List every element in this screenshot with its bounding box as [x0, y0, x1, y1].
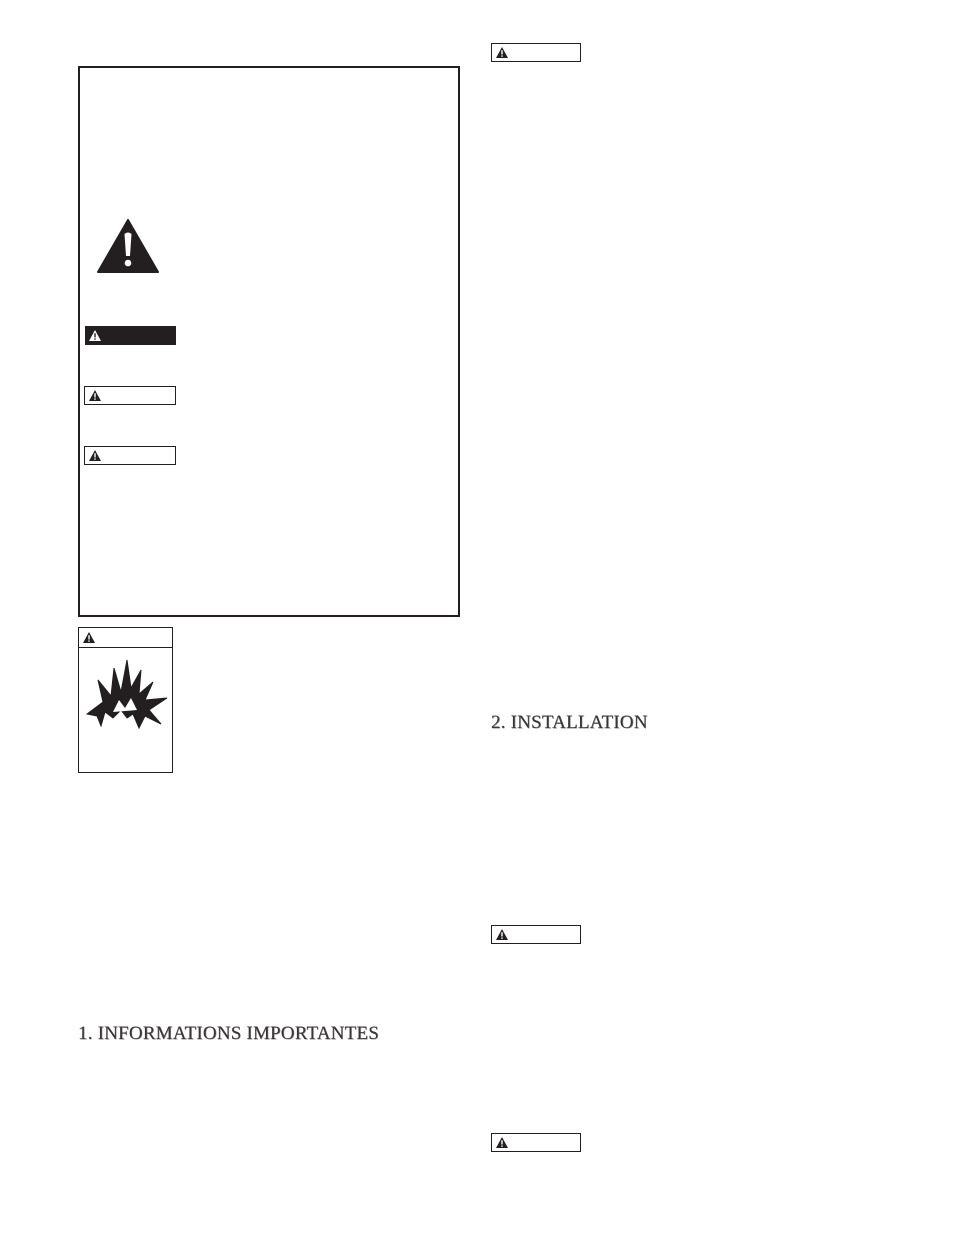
explosion-hazard-warning [78, 627, 173, 773]
signal-word-tag-danger [85, 326, 176, 345]
safety-alert-box [78, 66, 460, 617]
explosion-hazard-icon [83, 658, 169, 730]
warning-triangle-icon [83, 632, 95, 643]
warning-tag-installation-1 [491, 925, 581, 944]
explosion-warning-header [79, 628, 172, 648]
warning-tag-top-right [491, 43, 581, 62]
warning-tag-installation-2 [491, 1133, 581, 1152]
large-safety-alert-triangle-icon [97, 219, 159, 273]
signal-word-tag-caution [84, 446, 176, 465]
warning-triangle-icon [89, 330, 101, 341]
section-heading-important-information: 1. INFORMATIONS IMPORTANTES [78, 1023, 379, 1044]
warning-triangle-icon [496, 1137, 508, 1148]
signal-word-tag-warning [84, 386, 176, 405]
section-heading-installation: 2. INSTALLATION [491, 712, 648, 733]
warning-triangle-icon [89, 450, 101, 461]
warning-triangle-icon [496, 929, 508, 940]
warning-triangle-icon [89, 390, 101, 401]
warning-triangle-icon [496, 47, 508, 58]
